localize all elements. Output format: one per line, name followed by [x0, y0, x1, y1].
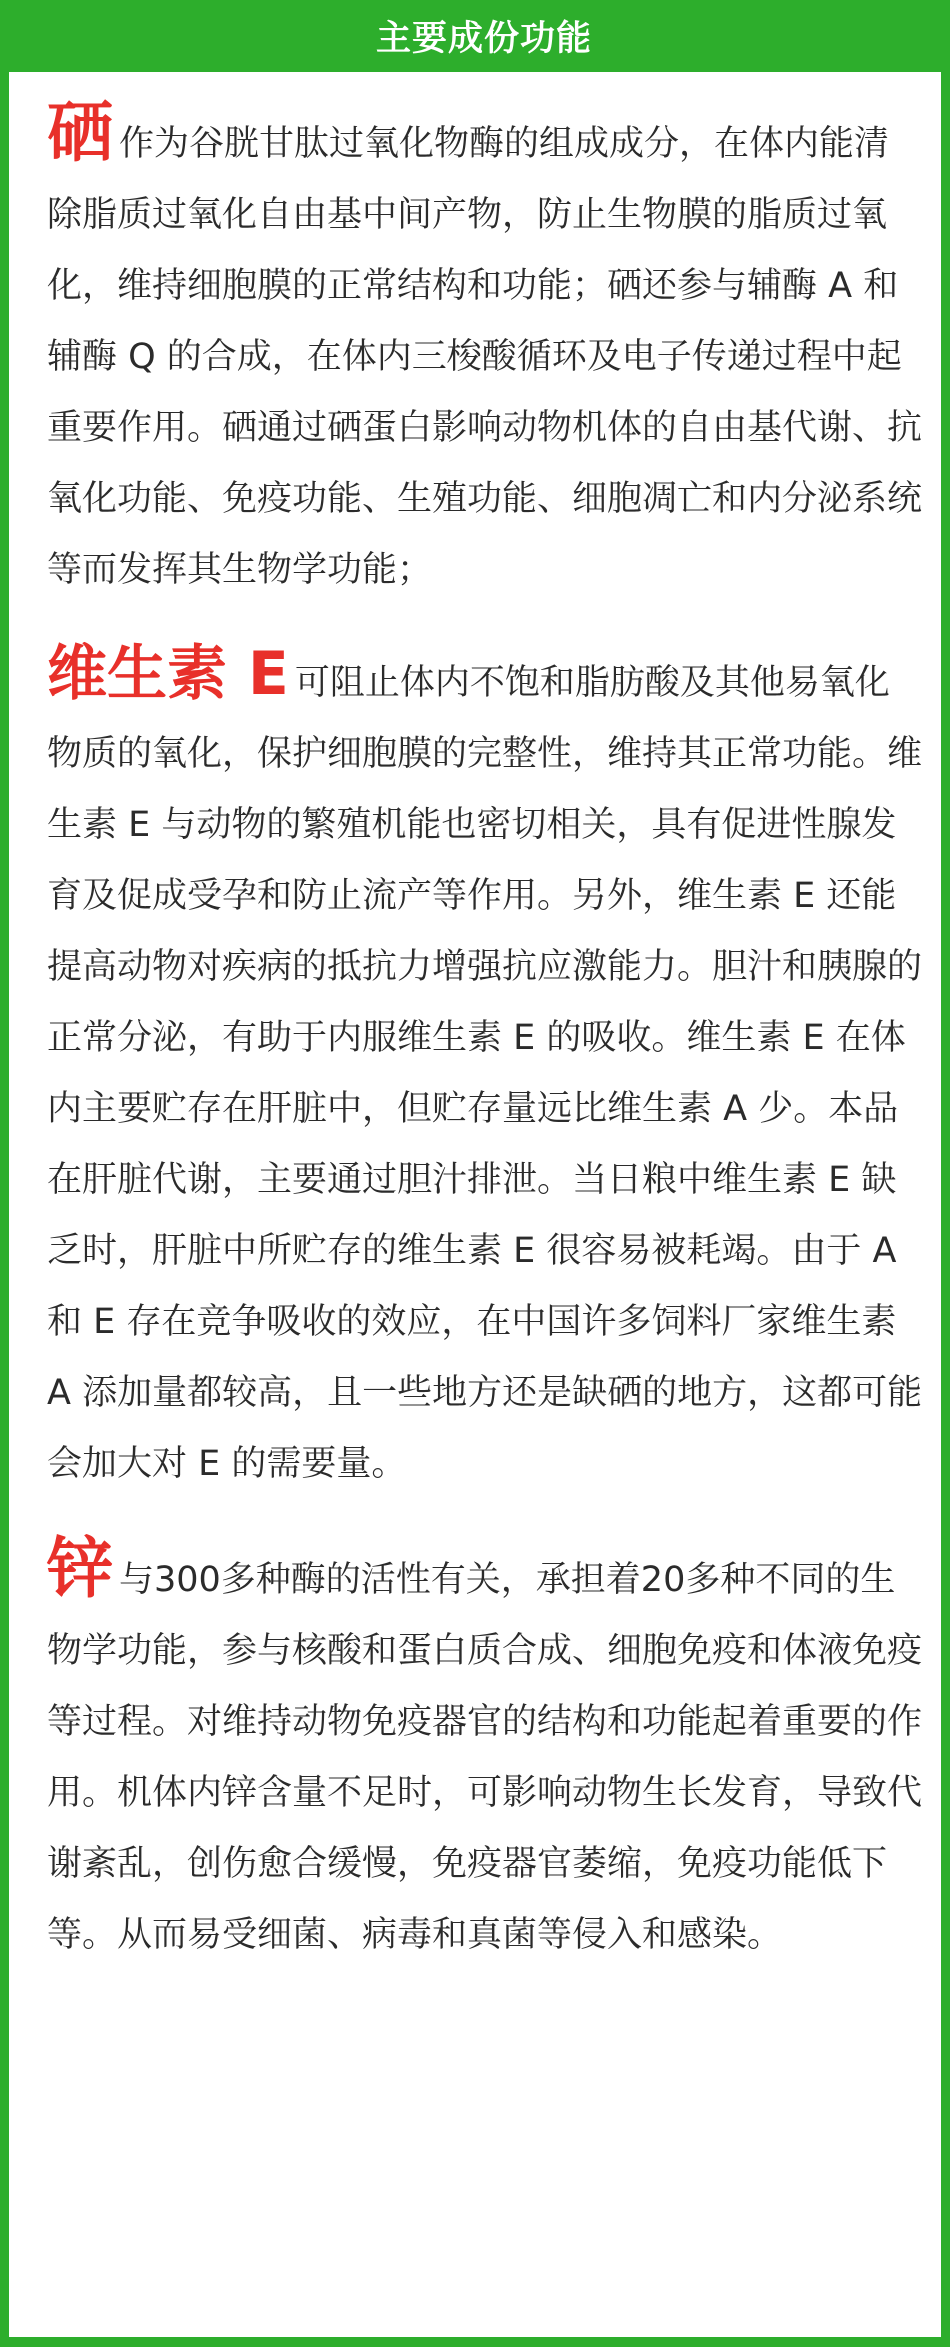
section-text-vitamin-e: 可阻止体内不饱和脂肪酸及其他易氧化物质的氧化，保护细胞膜的完整性，维持其正常功能。维生素 E 与动物的繁殖机能也密切相关，具有促进性腺发育及促成受孕和防止流产等作用。另外，维生素 E 还能提高动物对疾病的抵抗力增强抗应激能力。胆汁和胰腺的正常分泌，有助于内服维生素 E 的吸收。维生素 E 在体内主要贮存在肝脏中，但贮存量远比维生素 A 少。本品在肝脏代谢，主要通过胆汁排泄。当日粮中维生素 E 缺乏时，肝脏中所贮存的维生素 E 很容易被耗竭。由于 A 和 E 存在竞争吸收的效应，在中国许多饲料厂家维生素 A 添加量都较高，且一些地方还是缺硒的地方，这都可能会加大对 E 的需要量。 — [47, 663, 923, 1484]
content-area — [47, 94, 923, 1971]
section-vitamin-e — [47, 641, 923, 1500]
section-text-selenium: 作为谷胱甘肽过氧化物酶的组成成分，在体内能清除脂质过氧化自由基中间产物，防止生物膜的脂质过氧化，维持细胞膜的正常结构和功能；硒还参与辅酶 A 和辅酶 Q 的合成，在体内三梭酸循环及电子传递过程中起重要作用。硒通过硒蛋白影响动物机体的自由基代谢、抗氧化功能、免疫功能、生殖功能、细胞凋亡和内分泌系统等而发挥其生物学功能； — [47, 124, 923, 590]
section-gap — [47, 1500, 923, 1536]
header-bar — [9, 0, 950, 72]
section-gap — [47, 606, 923, 641]
section-zinc — [47, 1530, 923, 1971]
section-lead-zinc: 锌 — [47, 1530, 113, 1607]
section-lead-selenium: 硒 — [47, 94, 113, 171]
section-selenium — [47, 94, 923, 606]
section-lead-vitamin-e: 维生素 E — [47, 639, 289, 709]
section-text-zinc: 与300多种酶的活性有关，承担着20多种不同的生物学功能，参与核酸和蛋白质合成、细胞免疫和体液免疫等过程。对维持动物免疫器官的结构和功能起着重要的作用。机体内锌含量不足时，可影响动物生长发育，导致代谢紊乱，创伤愈合缓慢，免疫器官萎缩，免疫功能低下等。从而易受细菌、病毒和真菌等侵入和感染。 — [47, 1560, 923, 1955]
page-title: 主要成份功能 — [375, 19, 592, 59]
